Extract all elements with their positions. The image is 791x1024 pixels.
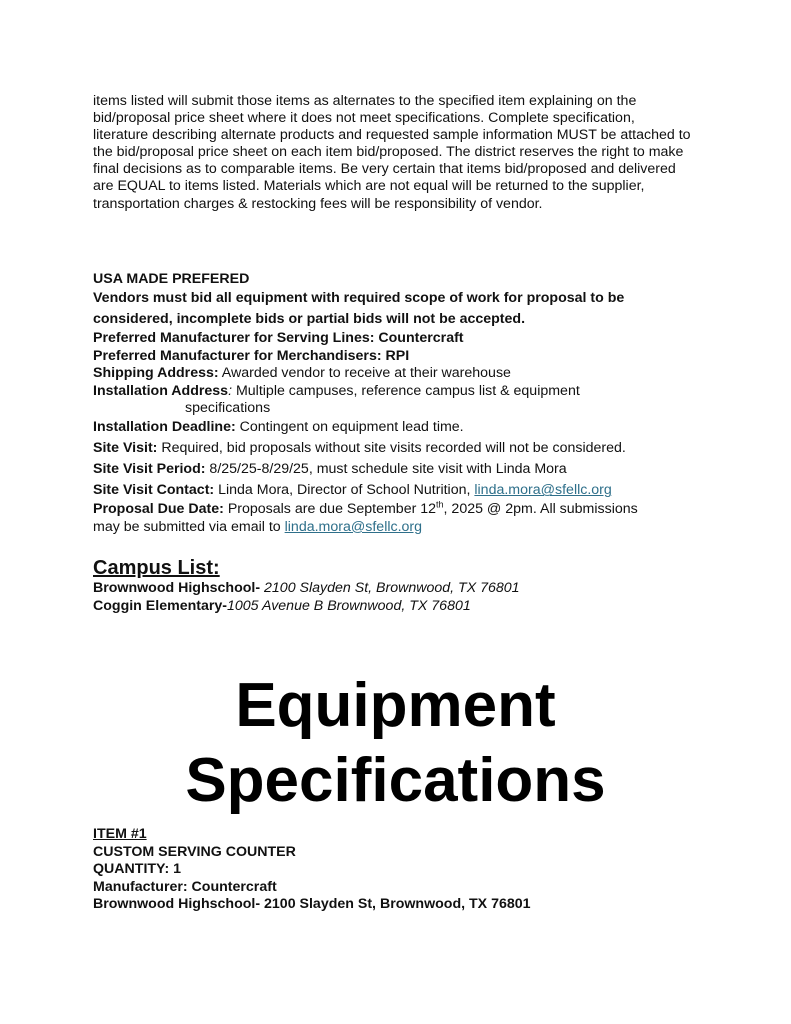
site-visit-label: Site Visit: [93,440,158,457]
usa-made-note: USA MADE PREFERED [93,271,250,287]
equipment-specifications-title [0,668,791,818]
contact-value: Linda Mora, Director of School Nutrition, [214,482,475,499]
due-value-a: Proposals are due September 12 [223,501,437,518]
item-number [93,826,713,844]
due-value-b: , 2025 @ 2pm. All submissions [443,501,638,518]
preferred-serving-lines: Preferred Manufacturer for Serving Lines: Countercraft [93,330,464,347]
installation-value-cont: specifications [185,400,271,417]
item-name: CUSTOM SERVING COUNTER [93,843,296,860]
item-location: Brownwood Highschool- 2100 Slayden St, Brownwood, TX 76801 [93,896,531,913]
contact-email-link[interactable]: linda.mora@sfellc.org [474,482,612,499]
item-block [93,826,713,914]
period-label: Site Visit Period: [93,461,206,478]
item-number-text: ITEM #1 [93,826,147,842]
contact-label: Site Visit Contact: [93,482,215,499]
preferred-merchandisers: Preferred Manufacturer for Merchandisers: RPI [93,347,410,364]
site-visit-contact [93,480,703,501]
installation-value: Multiple campuses, reference campus list & equipment [232,382,580,399]
title-line-1: Equipment [235,671,556,740]
deadline-value: Contingent on equipment lead time. [235,419,464,436]
installation-deadline [93,417,703,438]
due-superscript: th [436,499,444,510]
bid-terms [93,271,703,536]
shipping-label: Shipping Address: [93,365,219,382]
shipping-value: Awarded vendor to receive at their warehouse [218,365,511,382]
campus-item [93,598,713,616]
due-email-link[interactable]: linda.mora@sfellc.org [284,518,423,535]
campus-name: Brownwood Highschool- [93,580,265,596]
due-value-c: may be submitted via email to [93,518,285,535]
installation-label: Installation Address [93,382,229,399]
campus-item [93,580,713,598]
vendors-note-line2: considered, incomplete bids or partial bids will not be accepted. [93,311,526,328]
due-label: Proposal Due Date: [93,501,224,518]
installation-address [93,383,703,400]
campus-list-heading: Campus List: [93,557,220,579]
title-line-2: Specifications [185,746,606,815]
campus-name: Coggin Elementary- [93,597,228,614]
deadline-label: Installation Deadline: [93,419,236,436]
proposal-due-date-cont [93,519,703,536]
site-visit-period [93,459,703,480]
item-quantity: QUANTITY: 1 [93,861,182,878]
installation-colon: : [228,382,233,399]
campus-address: 2100 Slayden St, Brownwood, TX 76801 [264,580,520,596]
item-manufacturer: Manufacturer: Countercraft [93,878,277,895]
site-visit [93,438,703,459]
period-value: 8/25/25-8/29/25, must schedule site visit with Linda Mora [205,461,567,478]
site-visit-value: Required, bid proposals without site visits recorded will not be considered. [157,440,626,457]
shipping-address [93,365,703,382]
proposal-due-date [93,501,703,518]
vendors-note-line1: Vendors must bid all equipment with required scope of work for proposal to be [93,290,625,307]
campus-list [93,556,713,615]
campus-address: 1005 Avenue B Brownwood, TX 76801 [227,597,471,614]
intro-paragraph: items listed will submit those items as alternates to the specified item explaining on the bid/proposal price sheet where it does not meet specifications. Complete specification, literature describing alternate products and requested sample information MUST be attached to the bid/proposal price sheet on each item bid/proposed. The district reserves the right to make final decisions as to comparable items. Be very certain that items bid/proposed and delivered are EQUAL to items listed. Materials which are not equal will be returned to the supplier, transportation charges & restocking fees will be responsibility of vendor. [93,93,691,212]
